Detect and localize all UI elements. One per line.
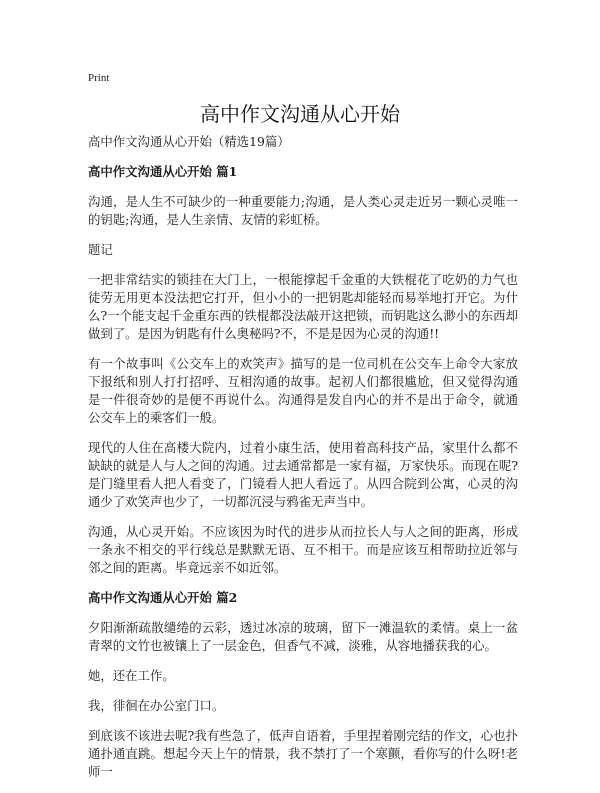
paragraph: 沟通，是人生不可缺少的一种重要能力;沟通，是人类心灵走近另一颗心灵唯一的钥匙;沟通，是人生亲情、友情的彩虹桥。: [88, 194, 518, 227]
document-title: 高中作文沟通从心开始: [200, 102, 400, 126]
paragraph: 她，还在工作。: [88, 668, 175, 683]
section-heading-1: 高中作文沟通从心开始 篇1: [88, 164, 238, 179]
section-heading-2: 高中作文沟通从心开始 篇2: [88, 590, 238, 605]
paragraph: 一把非常结实的锁挂在大门上，一根能撑起千金重的大铁棍花了吃奶的力气也徒劳无用更本没法把它打开，但小小的一把钥匙却能轻而易举地打开它。为什么?一个能支起千金重东西的铁棍都没法敲开这把锁，而钥匙这么渺小的东西却做到了。是因为钥匙有什么奥秘吗?不，不是是因为心灵的沟通!!: [88, 272, 518, 341]
epigraph-label: 题记: [88, 242, 113, 257]
document-subtitle: 高中作文沟通从心开始（精选19篇）: [88, 134, 290, 149]
paragraph: 有一个故事叫《公交车上的欢笑声》描写的是一位司机在公交车上命令大家放下报纸和别人打打招呼、互相沟通的故事。起初人们都很尴尬，但又觉得沟通是一件很奇妙的是便不再说什么。沟通得是发自内心的并不是出于命令，就通公交车上的乘客们一般。: [88, 356, 518, 425]
document-body: [88, 133, 518, 793]
print-link[interactable]: Print: [88, 72, 110, 84]
paragraph: 夕阳渐渐疏散缱绻的云彩，透过冰凉的玻璃，留下一滩温软的柔情。桌上一盆青翠的文竹也被镶上了一层金色，但香气不减，淡雅，从容地播获我的心。: [88, 620, 518, 653]
paragraph: 沟通，从心灵开始。不应该因为时代的进步从而拉长人与人之间的距离，形成一条永不相交的平行线总是默默无语、互不相干。而是应该互相帮助拉近邻与邻之间的距离。毕竟远亲不如近邻。: [88, 524, 518, 575]
paragraph: 到底该不该进去呢?我有些急了，低声自语着，手里捏着刚完结的作文，心也扑通扑通直跳。想起今天上午的情景，我不禁打了一个寒颤，看你写的什么呀!老师一: [88, 728, 518, 779]
paragraph: 现代的人住在高楼大院内，过着小康生活，使用着高科技产品，家里什么都不缺缺的就是人与人之间的沟通。过去通常都是一家有福，万家快乐。而现在呢?是门缝里看人把人看变了，门镜看人把人看远了。从四合院到公寓，心灵的沟通少了欢笑声也少了，一切都沉浸与鸦雀无声当中。: [88, 440, 518, 509]
paragraph: 我，徘徊在办公室门口。: [88, 698, 225, 713]
